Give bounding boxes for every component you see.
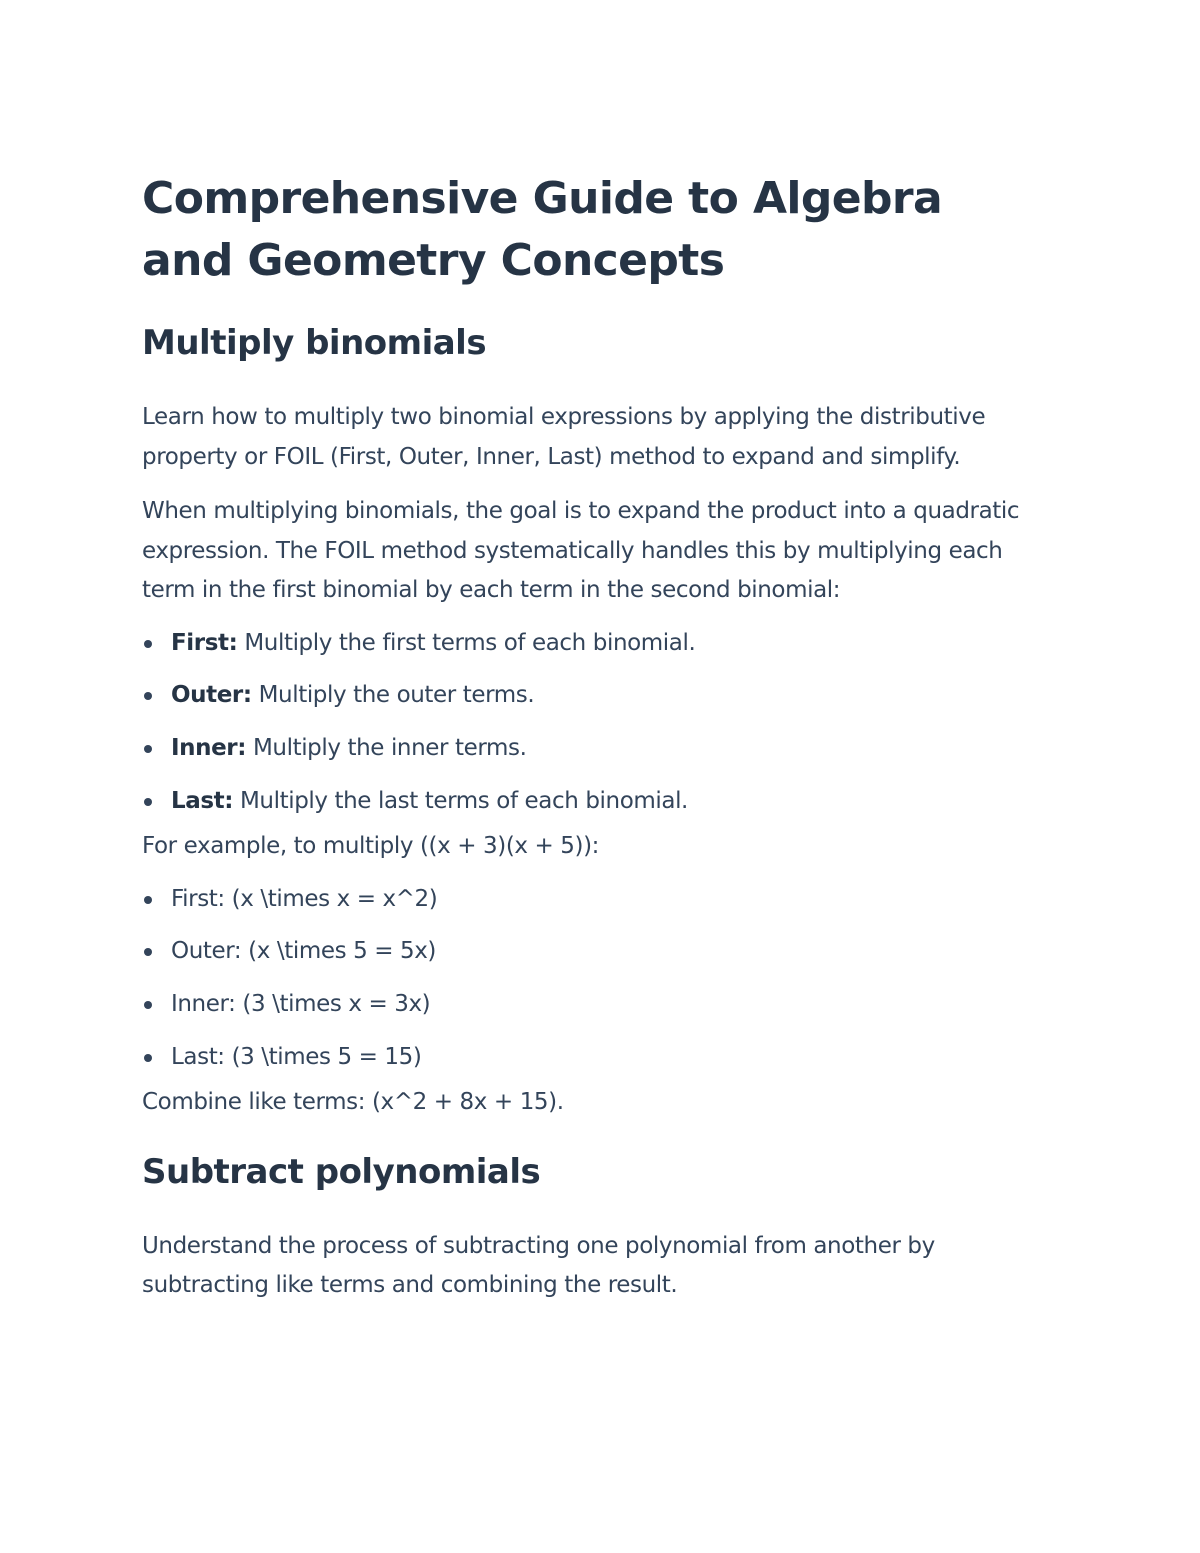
step-text: First: (x \times x = x^2): [171, 885, 438, 912]
list-item: [142, 1038, 1042, 1078]
bullet-icon: [144, 640, 152, 648]
foil-description: Multiply the first terms of each binomial.: [237, 629, 696, 656]
bullet-icon: [144, 798, 152, 806]
step-text: Inner: (3 \times x = 3x): [171, 990, 431, 1017]
list-item: [142, 624, 1042, 664]
bullet-icon: [144, 745, 152, 753]
section-body: When multiplying binomials, the goal is to expand the product into a quadratic expression. The FOIL method systematically handles this by multiplying each term in the first binomial by each term in the second binomial:: [142, 498, 1020, 603]
section-heading-subtract-polynomials: Subtract polynomials: [142, 1151, 541, 1192]
bullet-icon: [144, 896, 152, 904]
foil-term: Inner:: [171, 734, 247, 761]
section-intro: Understand the process of subtracting one polynomial from another by subtracting like terms and combining the result.: [142, 1232, 935, 1299]
bullet-icon: [144, 1001, 152, 1009]
example-steps-list: [142, 880, 1042, 1078]
section-intro: Learn how to multiply two binomial expressions by applying the distributive property or FOIL (First, Outer, Inner, Last) method to expand and simplify.: [142, 404, 986, 470]
list-item: [142, 932, 1042, 972]
example-text: For example, to multiply ((x + 3)(x + 5)):: [142, 833, 600, 860]
list-item: [142, 729, 1042, 769]
foil-list: [142, 624, 1042, 822]
foil-term: Last:: [171, 787, 234, 814]
document-title: Comprehensive Guide to Algebra and Geometry Concepts: [142, 173, 943, 286]
bullet-icon: [144, 692, 152, 700]
document-page: [142, 168, 1042, 1306]
list-item: [142, 782, 1042, 822]
bullet-icon: [144, 1054, 152, 1062]
foil-description: Multiply the last terms of each binomial.: [233, 787, 688, 814]
list-item: [142, 880, 1042, 920]
foil-description: Multiply the inner terms.: [246, 734, 527, 761]
combine-text: Combine like terms: (x^2 + 8x + 15).: [142, 1089, 564, 1116]
bullet-icon: [144, 948, 152, 956]
list-item: [142, 676, 1042, 716]
step-text: Last: (3 \times 5 = 15): [171, 1043, 422, 1070]
section-heading-multiply-binomials: Multiply binomials: [142, 323, 487, 363]
foil-description: Multiply the outer terms.: [251, 682, 535, 709]
foil-term: Outer:: [171, 682, 252, 709]
foil-term: First:: [171, 629, 238, 656]
step-text: Outer: (x \times 5 = 5x): [171, 938, 437, 965]
list-item: [142, 985, 1042, 1025]
